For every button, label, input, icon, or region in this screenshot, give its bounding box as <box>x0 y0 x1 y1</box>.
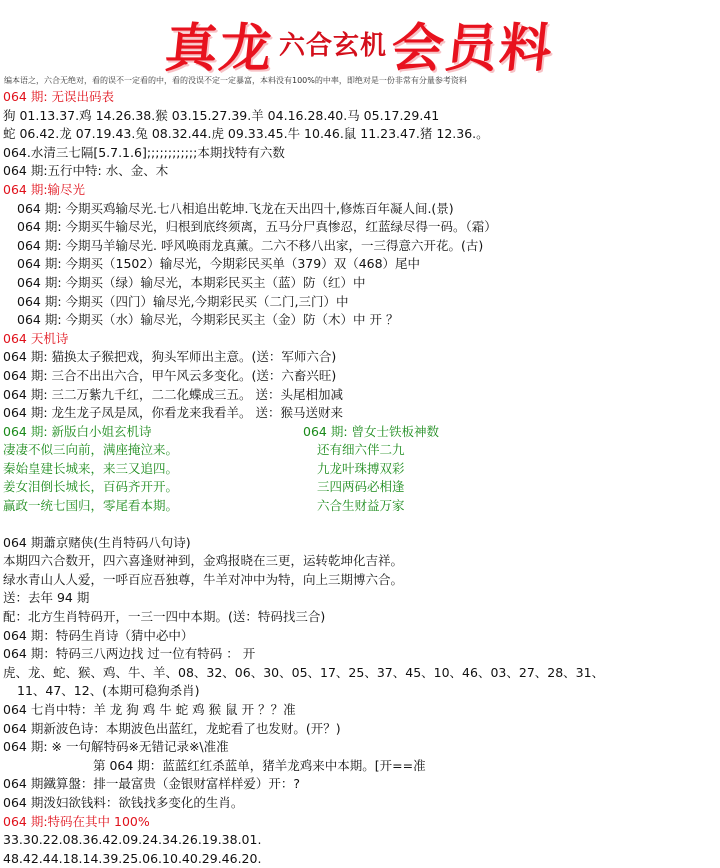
number-row: 48.42.44.18.14.39.25.06.10.40.29.46.20. <box>3 850 262 866</box>
section-title: 064 天机诗 <box>3 330 69 346</box>
content <box>0 88 720 868</box>
list-item: 064 期: 三合不出出六合，甲午风云多变化。(送：六畜兴旺) <box>3 367 337 383</box>
text-line: 虎、龙、蛇、猴、鸡、牛、羊、08、32、06、30、05、17、25、37、45、10、46、03、27、28、31、 <box>3 664 605 680</box>
poem-line: 凄凄不似三向前，满座掩泣来。 <box>3 442 179 458</box>
poem-columns <box>3 423 720 516</box>
text-line: 064 期泼妇欲钱料：欲钱找多变化的生肖。 <box>3 794 244 810</box>
text-line: 064 期：特码三八两边找 过一位有特码 ： 开 <box>3 646 256 662</box>
poem-right <box>303 423 703 516</box>
zodiac-table-row: 蛇 06.42.龙 07.19.43.兔 08.32.44.虎 09.33.45.牛 10.46.鼠 11.23.47.猪 12.36.。 <box>3 126 489 142</box>
banner-title-middle: 六合玄机 <box>278 31 387 61</box>
section-title: 064 期蕭京赌侠(生肖特码八句诗) <box>3 534 191 550</box>
poem-line: 还有细六伴二九 <box>317 442 405 458</box>
poem-line: 姜女泪倒长城长，百码齐开开。 <box>3 479 179 495</box>
poem-line: 赢政一统七国归，零尾看本期。 <box>3 498 179 514</box>
spacer <box>3 516 720 534</box>
poem-line: 六合生财益万家 <box>317 498 405 514</box>
text-line: 11、47、12、(本期可稳狗杀肖) <box>17 683 200 699</box>
text-line: 064 期新波色诗：本期波色出蓝红，龙蛇看了也发财。(开？) <box>3 720 341 736</box>
poem-left <box>3 423 303 516</box>
banner <box>0 0 720 79</box>
text-line: 064 七肖中特：羊 龙 狗 鸡 牛 蛇 鸡 猴 鼠 开 ？？准 <box>3 702 296 717</box>
poem-line: 九龙叶珠搏双彩 <box>317 460 405 476</box>
section-title: 064 期:特码在其中 100% <box>3 813 150 829</box>
text-line: 本期四六合数开，四六喜逢财神到，金鸡报晓在三更，运转乾坤化吉祥。 <box>3 553 404 569</box>
list-item: 064 期: 今期买牛输尽光，归根到底终须离，五马分尸真惨忍，红蓝绿尽得一码。（霜） <box>17 219 497 235</box>
disclaimer: 编本语之，六合无绝对，看的误不一定看的中，看的没误不定一定暴富，本料没有100%的中率，即绝对是一份非常有分量参考资料 <box>4 76 467 85</box>
text-line: 064 期鐵算盤：排一最富贵（金银财富样样爱）开：? <box>3 776 300 792</box>
banner-title-left: 真龙 <box>162 18 277 79</box>
text-line: 第 064 期：蓝蓝红红杀蓝单，猪羊龙鸡来中本期。[开==准 <box>93 757 426 773</box>
list-item: 064 期: 今期买（四门）输尽光,今期彩民买（二门,三门）中 <box>17 293 349 309</box>
list-item: 064 期: 今期马羊输尽光. 呼风唤雨龙真薰。二六不移八出家，一三得意六开花。(古) <box>17 237 484 253</box>
text-line: 064 期: ※ 一句解特码※无错记录※\准准 <box>3 739 229 755</box>
zodiac-table-row: 狗 01.13.37.鸡 14.26.38.猴 03.15.27.39.羊 04.16.28.40.马 05.17.29.41 <box>3 107 440 123</box>
text-line: 送：去年 94 期 <box>3 590 90 606</box>
text-line: 配：北方生肖特码开，一三一四中本期。(送：特码找三合) <box>3 609 326 625</box>
text-line: 064.水清三七隔[5.7.1.6];;;;;;;;;;;;本期找特有六数 <box>3 144 285 160</box>
list-item: 064 期: 今期买（绿）输尽光，本期彩民买主（蓝）防（红）中 <box>17 274 366 290</box>
poem-right-title: 064 期: 曾女士铁板神数 <box>303 423 440 439</box>
banner-title-right: 会员料 <box>388 18 557 79</box>
poem-left-title: 064 期: 新版白小姐玄机诗 <box>3 423 152 439</box>
text-line: 064 期:五行中特: 水、金、木 <box>3 163 169 179</box>
section-title: 064 期:输尽光 <box>3 181 86 197</box>
list-item: 064 期: 今期买鸡输尽光.七八相追出乾坤.飞龙在天出四十,修炼百年凝人间.(景) <box>17 200 454 216</box>
poem-line: 秦始皇建长城来，来三又追四。 <box>3 460 179 476</box>
list-item: 064 期: 三二万紫九千红，二二化蝶成三五。 送：头尾相加减 <box>3 386 343 402</box>
text-line: 064 期：特码生肖诗（猜中必中） <box>3 627 194 643</box>
number-row: 33.30.22.08.36.42.09.24.34.26.19.38.01. <box>3 832 262 848</box>
section-title: 064 期: 无误出码表 <box>3 89 115 104</box>
list-item: 064 期: 今期买（1502）输尽光，今期彩民买单（379）双（468）尾中 <box>17 256 421 272</box>
poem-line: 三四两码必相逢 <box>317 479 405 495</box>
list-item: 064 期: 今期买（水）输尽光，今期彩民买主（金）防（木）中 开 ？ <box>17 312 399 328</box>
list-item: 064 期: 猫换太子猴把戏，狗头军师出主意。(送：军师六合) <box>3 349 337 365</box>
list-item: 064 期: 龙生龙子凤是凤，你看龙来我看羊。 送：猴马送财来 <box>3 405 343 421</box>
text-line: 绿水青山人人爱，一呼百应吾独尊，牛羊对冲中为特，向上三期博六合。 <box>3 571 404 587</box>
